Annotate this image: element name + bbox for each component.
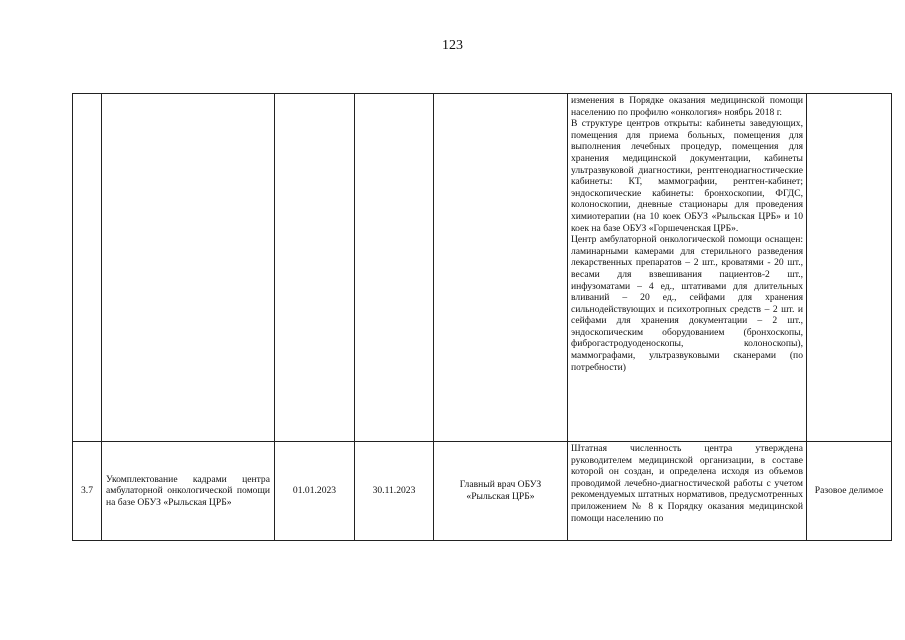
table-row <box>73 94 892 442</box>
cell-type-empty <box>807 94 892 442</box>
end-date: 30.11.2023 <box>355 442 434 541</box>
row-number: 3.7 <box>73 442 102 541</box>
control-type: Разовое делимое <box>807 442 892 541</box>
plan-table <box>72 93 892 541</box>
cell-number-empty <box>73 94 102 442</box>
task-name: Укомплектование кадрами центра амбулаторной онкологической помощи на базе ОБУЗ «Рыльская ЦРБ» <box>102 442 275 541</box>
cell-start-empty <box>275 94 355 442</box>
description-paragraph: В структуре центров открыты: кабинеты заведующих, помещения для приема больных, помещения для выполнения лечебных процедур, помещения для хранения медицинской документации, кабинеты ультразвуковой диагностики, рентгенодиагностические кабинеты: КТ, маммографии, рентген-кабинет; эндоскопические кабинеты: бронхоскопии, ФГДС, колоноскопии, дневные стационары для проведения химиотерапии (на 10 коек ОБУЗ «Рыльская ЦРБ» и 10 коек на базе ОБУЗ «Горшеченская ЦРБ». <box>571 118 803 234</box>
table-row <box>73 442 892 541</box>
description-text: Штатная численность центра утверждена руководителем медицинской организации, в составе которой он создан, и определена исходя из объемов проводимой лечебно-диагностической работы с учетом рекомендуемых штатных нормативов, предусмотренных приложением № 8 к Порядку оказания медицинской помощи населению по <box>571 443 803 524</box>
cell-description <box>568 442 807 541</box>
start-date: 01.01.2023 <box>275 442 355 541</box>
page-number: 123 <box>442 38 463 53</box>
description-paragraph: Центр амбулаторной онкологической помощи оснащен: ламинарными камерами для стерильного разведения лекарственных препаратов – 2 шт., кроватями - 20 шт., весами для взвешивания пациентов-2 шт., инфузоматами – 4 ед., штативами для длительных вливаний – 20 ед., сейфами для хранения сильнодействующих и психотропных средств – 2 шт. и сейфами для хранения документации – 2 шт., эндоскопическим оборудованием (бронхоскопы, фиброгастродуоденоскопы, колоноскопы), маммографами, ультразвуковыми сканерами (по потребности) <box>571 234 803 373</box>
responsible-person: Главный врач ОБУЗ «Рыльская ЦРБ» <box>434 442 568 541</box>
cell-responsible-empty <box>434 94 568 442</box>
cell-task-empty <box>102 94 275 442</box>
cell-end-empty <box>355 94 434 442</box>
description-paragraph: изменения в Порядке оказания медицинской помощи населению по профилю «онкология» ноябрь 2018 г. <box>571 95 803 118</box>
cell-description-continued <box>568 94 807 442</box>
